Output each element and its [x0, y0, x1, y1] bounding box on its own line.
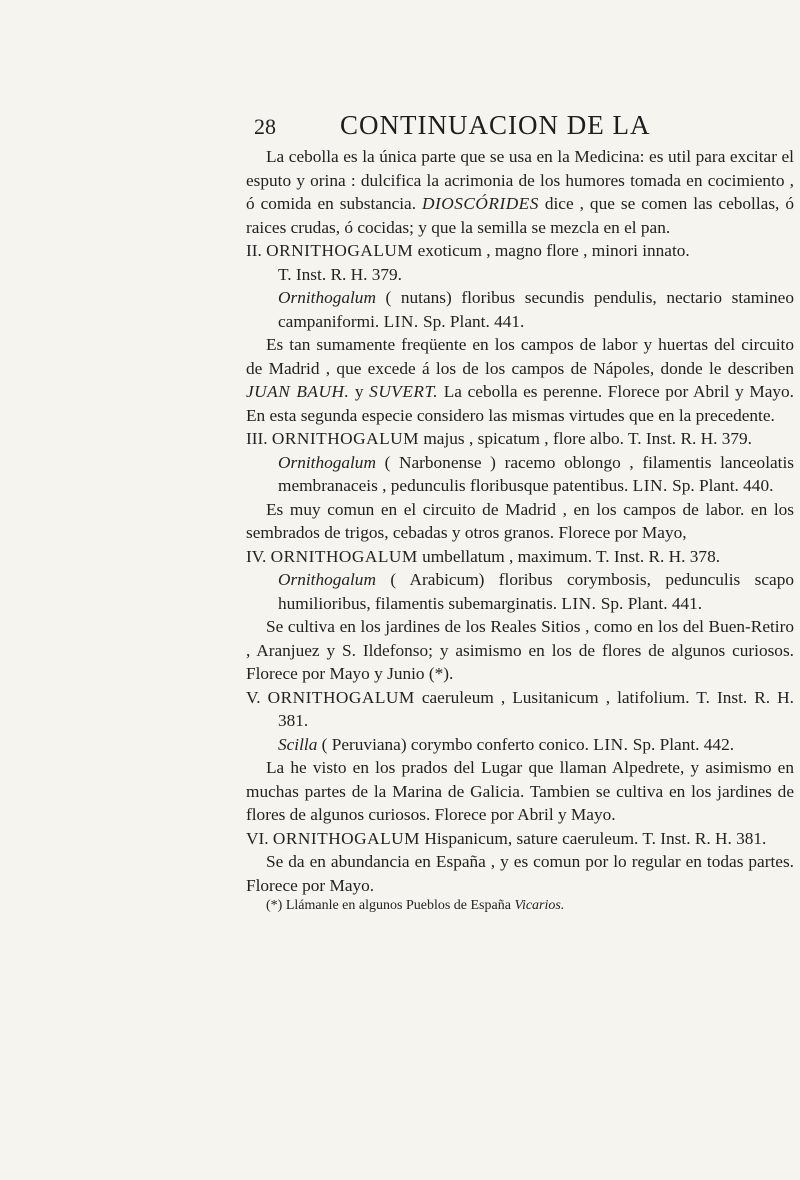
linnaean-synonym: Ornithogalum ( nutans) floribus secundis pendulis, nectario stamineo campaniformi. LIN. Sp. Plant. 441.: [278, 288, 794, 331]
species-entry-6: VI. ORNITHOGALUM Hispanicum, sature caeruleum. T. Inst. R. H. 381.: [246, 828, 767, 848]
paragraph-habitat-4: Se cultiva en los jardines de los Reales Sitios , como en los del Buen-Retiro , Aranjuez y S. Ildefonso; y asimismo en los de flores de algunos curiosos. Florece por Mayo y Junio (*).: [246, 617, 794, 683]
species-entry-3: III. ORNITHOGALUM majus , spicatum , flore albo. T. Inst. R. H. 379.: [246, 429, 752, 448]
genus-name: ORNITHOGALUM: [271, 429, 420, 448]
reference-line: T. Inst. R. H. 379.: [278, 264, 403, 284]
species-entry-5: V. ORNITHOGALUM caeruleum , Lusitanicum , latifolium. T. Inst. R. H. 381.: [246, 687, 794, 730]
author-juan-bauh: JUAN BAUH.: [246, 382, 350, 401]
species-entry-2: II. ORNITHOGALUM exoticum , magno flore , minori innato.: [246, 241, 690, 260]
linnaean-synonym: Ornithogalum ( Arabicum) floribus corymbosis, pedunculis scapo humilioribus, filamentis subemarginatis. LIN. Sp. Plant. 441.: [278, 570, 794, 613]
footnote-term: Vicarios.: [514, 898, 565, 913]
species-entry-4: IV. ORNITHOGALUM umbellatum , maximum. T. Inst. R. H. 378.: [246, 546, 721, 566]
paragraph-uses: La cebolla es la única parte que se usa en la Medicina: es util para excitar el esputo y orina : dulcifica la acrimonia de los humores tomada en cocimiento , ó comida en substancia. DIOSCÓRIDES dice , que se comen las cebollas, ó raices crudas, ó cocidas; y que la semilla se mezcla en el pan.: [246, 147, 794, 237]
author-suvert: SUVERT.: [369, 382, 439, 401]
page-number: 28: [254, 114, 276, 139]
body-text: [246, 145, 794, 915]
genus-name: ORNITHOGALUM: [272, 828, 421, 848]
paragraph-habitat-3: Es muy comun en el circuito de Madrid , en los campos de labor. en los sembrados de trigos, cebadas y otros granos. Florece por Mayo,: [246, 499, 794, 542]
paragraph-habitat-5: La he visto en los prados del Lugar que llaman Alpedrete, y asimismo en muchas partes de la Marina de Galicia. Tambien se cultiva en los jardines de flores de algunos curiosos. Florece por Abril y Mayo.: [246, 758, 794, 824]
genus-name: ORNITHOGALUM: [270, 546, 418, 566]
genus-name: ORNITHOGALUM: [267, 687, 415, 707]
linnaean-synonym: Scilla ( Peruviana) corymbo conferto conico. LIN. Sp. Plant. 442.: [278, 734, 735, 754]
linnaean-synonym: Ornithogalum ( Narbonense ) racemo oblongo , filamentis lanceolatis membranaceis , pedunculis floribusque patentibus. LIN. Sp. Plant. 440.: [278, 452, 794, 495]
footnote: (*) Llámanle en algunos Pueblos de España Vicarios.: [266, 898, 565, 913]
running-head: CONTINUACION DE LA: [340, 110, 651, 140]
author-dioscorides: DIOSCÓRIDES: [422, 194, 539, 213]
paragraph-habitat-2: Es tan sumamente freqüente en los campos de labor y huertas del circuito de Madrid , que excede á los de los campos de Nápoles, donde le describen JUAN BAUH. y SUVERT. La cebolla es perenne. Florece por Abril y Mayo. En esta segunda especie considero las mismas virtudes que en la precedente.: [246, 335, 794, 425]
paragraph-habitat-6: Se da en abundancia en España , y es comun por lo regular en todas partes. Florece por Mayo.: [246, 852, 794, 895]
genus-name: ORNITHOGALUM: [266, 241, 414, 260]
